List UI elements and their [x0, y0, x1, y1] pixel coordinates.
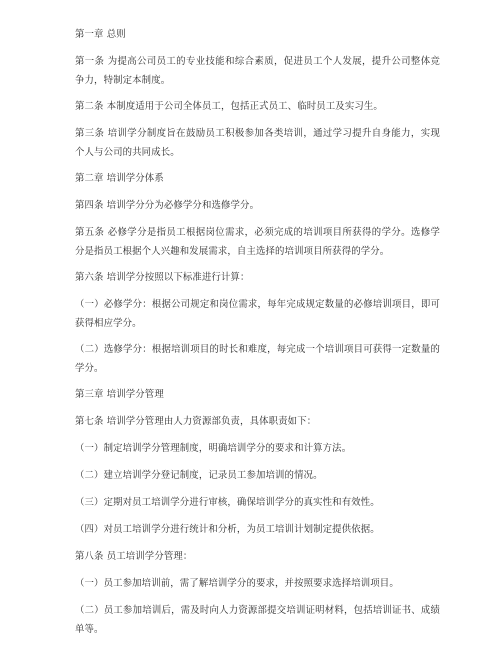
article-paragraph: 第四条 培训学分分为必修学分和选修学分。 — [75, 200, 260, 211]
list-item: （四）对员工培训学分进行统计和分析，为员工培训计划制定提供依据。 — [75, 524, 380, 535]
article-paragraph: 第五条 必修学分是指员工根据岗位需求，必须完成的培训项目所获得的学分。选修学分是指员工根据个人兴趣和发展需求，自主选择的培训项目所获得的学分。 — [75, 227, 440, 257]
list-item: （一）制定培训学分管理制度，明确培训学分的要求和计算方法。 — [75, 443, 352, 454]
article-paragraph: 第一条 为提高公司员工的专业技能和综合素质，促进员工个人发展，提升公司整体竞争力，特制定本制度。 — [75, 56, 440, 86]
list-item: （一）必修学分：根据公司规定和岗位需求，每年完成规定数量的必修培训项目，即可获得相应学分。 — [75, 299, 440, 329]
list-item: （三）定期对员工培训学分进行审核，确保培训学分的真实性和有效性。 — [75, 497, 380, 508]
list-item: （一）员工参加培训前，需了解培训学分的要求，并按照要求选择培训项目。 — [75, 578, 399, 589]
article-paragraph: 第三条 培训学分制度旨在鼓励员工积极参加各类培训，通过学习提升自身能力，实现个人与公司的共同成长。 — [75, 128, 440, 158]
document-page — [75, 26, 440, 647]
chapter-heading: 第三章 培训学分管理 — [75, 389, 164, 400]
article-paragraph: 第二条 本制度适用于公司全体员工，包括正式员工、临时员工及实习生。 — [75, 101, 383, 112]
article-paragraph: 第六条 培训学分按照以下标准进行计算： — [75, 272, 250, 283]
chapter-heading: 第一章 总则 — [75, 29, 126, 40]
chapter-heading: 第二章 培训学分体系 — [75, 173, 164, 184]
list-item: （二）员工参加培训后，需及时向人力资源部提交培训证明材料，包括培训证书、成绩单等。 — [75, 605, 440, 635]
article-paragraph: 第七条 培训学分管理由人力资源部负责，具体职责如下： — [75, 416, 317, 427]
article-paragraph: 第八条 员工培训学分管理： — [75, 551, 193, 562]
list-item: （二）建立培训学分登记制度，记录员工参加培训的情况。 — [75, 470, 323, 481]
list-item: （二）选修学分：根据培训项目的时长和难度，每完成一个培训项目可获得一定数量的学分。 — [75, 344, 440, 374]
